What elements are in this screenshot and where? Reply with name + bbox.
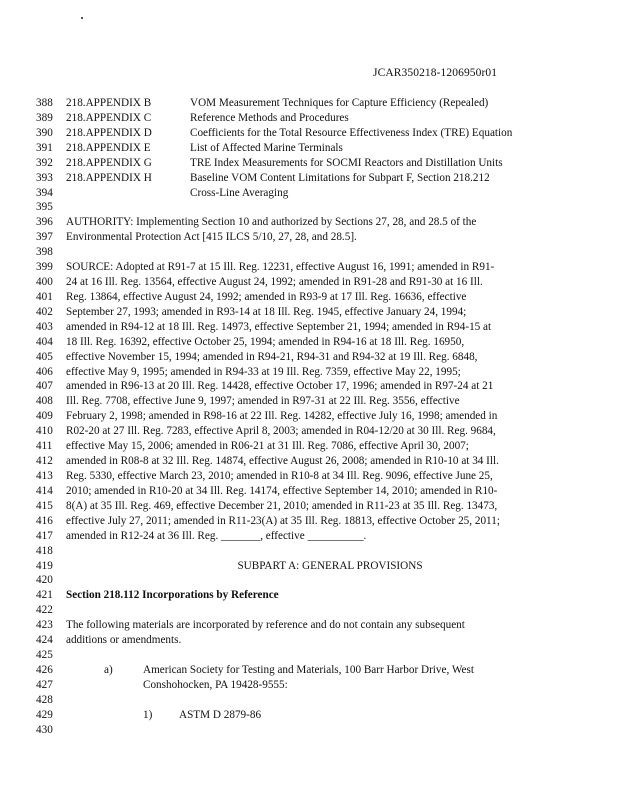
numbered-line [0, 306, 618, 319]
body-text: amended in R12-24 at 36 Ill. Reg. _______, effective __________. [66, 529, 367, 542]
body-text: effective July 27, 2011; amended in R11-23(A) at 35 Ill. Reg. 18813, effective October 25, 2011; [66, 514, 500, 527]
line-number: 412 [36, 455, 53, 468]
line-number: 410 [36, 425, 53, 438]
line-number: 408 [36, 395, 53, 408]
subpart-heading: SUBPART A: GENERAL PROVISIONS [237, 559, 423, 572]
numbered-line [0, 589, 618, 602]
numbered-line [0, 634, 618, 647]
body-text: February 2, 1998; amended in R98-16 at 22 Ill. Reg. 14282, effective July 16, 1998; amended in [66, 410, 498, 423]
appendix-title: List of Affected Marine Terminals [190, 141, 343, 154]
body-text: effective November 15, 1994; amended in R94-21, R94-31 and R94-32 at 19 Ill. Reg. 6848, [66, 350, 478, 363]
line-number: 418 [36, 544, 53, 557]
body-text: effective May 9, 1995; amended in R94-33 at 19 Ill. Reg. 7359, effective May 22, 1995; [66, 365, 461, 378]
line-number: 414 [36, 484, 53, 497]
body-text: 18 Ill. Reg. 16392, effective October 25, 1994; amended in R94-16 at 18 Ill. Reg. 16950, [66, 335, 465, 348]
body-text: Ill. Reg. 7708, effective June 9, 1997; amended in R97-31 at 22 Ill. Reg. 3556, effective [66, 395, 460, 408]
body-text: Reg. 5330, effective March 23, 2010; amended in R10-8 at 34 Ill. Reg. 9096, effective June 25, [66, 470, 493, 482]
body-text: September 27, 1993; amended in R93-14 at 18 Ill. Reg. 1945, effective January 24, 1994; [66, 305, 467, 318]
line-number: 403 [36, 320, 53, 333]
line-number: 392 [36, 156, 53, 169]
appendix-title: Coefficients for the Total Resource Effectiveness Index (TRE) Equation [190, 126, 513, 139]
body-text: 24 at 16 Ill. Reg. 13564, effective August 24, 1992; amended in R91-28 and R91-30 at 16 Ill. [66, 276, 483, 289]
line-number: 422 [36, 604, 53, 617]
appendix-title: Baseline VOM Content Limitations for Subpart F, Section 218.212 [190, 171, 490, 184]
line-number: 423 [36, 619, 53, 632]
appendix-title: Reference Methods and Procedures [190, 111, 349, 124]
line-number: 393 [36, 171, 53, 184]
numbered-line [0, 97, 618, 110]
numbered-line [0, 395, 618, 408]
numbered-line [0, 530, 618, 543]
appendix-title: Cross-Line Averaging [190, 186, 289, 199]
body-text: amended in R94-12 at 18 Ill. Reg. 14973, effective September 21, 1994; amended in R94-15 at [66, 320, 492, 333]
body-text: The following materials are incorporated by reference and do not contain any subsequent [66, 619, 465, 632]
numbered-line [0, 231, 618, 244]
line-number: 390 [36, 126, 53, 139]
line-number: 417 [36, 529, 53, 542]
line-number: 425 [36, 649, 53, 662]
numbered-line [0, 679, 618, 692]
body-text: SOURCE: Adopted at R91-7 at 15 Ill. Reg. 12231, effective August 16, 1991; amended in R91- [66, 261, 495, 274]
numbered-line [0, 261, 618, 274]
subitem-label: 1) [143, 708, 153, 721]
item-label: a) [104, 663, 113, 676]
scan-speck [81, 17, 83, 19]
subitem-text: ASTM D 2879-86 [179, 708, 262, 721]
line-number: 419 [36, 559, 53, 572]
numbered-line [0, 291, 618, 304]
numbered-line [0, 425, 618, 438]
numbered-line [0, 545, 618, 558]
numbered-line [0, 500, 618, 513]
numbered-line [0, 410, 618, 423]
numbered-line [0, 321, 618, 334]
numbered-line [0, 276, 618, 289]
line-number: 409 [36, 410, 53, 423]
line-number: 395 [36, 201, 53, 214]
body-text: amended in R08-8 at 32 Ill. Reg. 14874, effective August 26, 2008; amended in R10-10 at 34 Ill. [66, 455, 499, 468]
line-number: 402 [36, 305, 53, 318]
line-number: 400 [36, 276, 53, 289]
line-number: 388 [36, 97, 53, 109]
numbered-line [0, 127, 618, 140]
numbered-line [0, 380, 618, 393]
line-number: 406 [36, 365, 53, 378]
line-number: 405 [36, 350, 53, 363]
appendix-code: 218.APPENDIX D [66, 126, 152, 139]
numbered-line [0, 187, 618, 200]
numbered-line [0, 560, 618, 573]
numbered-line [0, 724, 618, 737]
appendix-code: 218.APPENDIX G [66, 156, 152, 169]
body-text: effective May 15, 2006; amended in R06-21 at 31 Ill. Reg. 7086, effective April 30, 2007; [66, 440, 469, 453]
appendix-code: 218.APPENDIX H [66, 171, 152, 184]
line-number: 407 [36, 380, 53, 393]
line-number: 394 [36, 186, 53, 199]
numbered-line [0, 336, 618, 349]
numbered-line [0, 351, 618, 364]
numbered-line [0, 649, 618, 662]
numbered-line [0, 142, 618, 155]
numbered-line [0, 485, 618, 498]
numbered-line [0, 574, 618, 587]
line-number: 415 [36, 499, 53, 512]
body-text: amended in R96-13 at 20 Ill. Reg. 14428, effective October 17, 1996; amended in R97-24 at 21 [66, 380, 494, 393]
appendix-code: 218.APPENDIX C [66, 111, 152, 124]
appendix-title: VOM Measurement Techniques for Capture Efficiency (Repealed) [190, 97, 489, 109]
document-id-header: JCAR350218-1206950r01 [373, 67, 498, 79]
body-text: 8(A) at 35 Ill. Reg. 469, effective December 21, 2010; amended in R11-23 at 35 Ill. Reg. 13473, [66, 499, 498, 512]
line-number: 424 [36, 634, 53, 647]
appendix-code: 218.APPENDIX E [66, 141, 151, 154]
numbered-line [0, 664, 618, 677]
numbered-line [0, 157, 618, 170]
line-number: 411 [36, 440, 53, 453]
numbered-line [0, 440, 618, 453]
line-number: 416 [36, 514, 53, 527]
line-number: 427 [36, 678, 53, 691]
item-text: American Society for Testing and Materials, 100 Barr Harbor Drive, West [143, 663, 474, 676]
line-number: 413 [36, 470, 53, 482]
numbered-line [0, 172, 618, 185]
line-number: 401 [36, 290, 53, 303]
line-number: 420 [36, 574, 53, 587]
section-heading: Section 218.112 Incorporations by Reference [66, 589, 279, 602]
line-number: 391 [36, 141, 53, 154]
numbered-line [0, 246, 618, 259]
body-text: R02-20 at 27 Ill. Reg. 7283, effective April 8, 2003; amended in R04-12/20 at 30 Ill. Reg. 9684, [66, 425, 496, 438]
numbered-line [0, 694, 618, 707]
body-text: 2010; amended in R10-20 at 34 Ill. Reg. 14174, effective September 14, 2010; amended in R10- [66, 484, 498, 497]
numbered-line [0, 470, 618, 483]
body-text: AUTHORITY: Implementing Section 10 and authorized by Sections 27, 28, and 28.5 of the [66, 216, 477, 229]
line-number: 396 [36, 216, 53, 229]
body-text: Environmental Protection Act [415 ILCS 5/10, 27, 28, and 28.5]. [66, 231, 357, 244]
line-number: 426 [36, 663, 53, 676]
numbered-line [0, 619, 618, 632]
line-number: 389 [36, 111, 53, 124]
line-number: 398 [36, 246, 53, 259]
appendix-code: 218.APPENDIX B [66, 97, 152, 109]
body-text: additions or amendments. [66, 634, 182, 647]
numbered-line [0, 112, 618, 125]
numbered-line [0, 201, 618, 214]
body-text: Reg. 13864, effective August 24, 1992; amended in R93-9 at 17 Ill. Reg. 16636, effective [66, 290, 467, 303]
line-number: 397 [36, 231, 53, 244]
numbered-line [0, 216, 618, 229]
line-number: 429 [36, 708, 53, 721]
numbered-line [0, 366, 618, 379]
numbered-line [0, 604, 618, 617]
line-number: 421 [36, 589, 53, 602]
item-text: Conshohocken, PA 19428-9555: [143, 678, 288, 691]
numbered-line [0, 709, 618, 722]
appendix-title: TRE Index Measurements for SOCMI Reactors and Distillation Units [190, 156, 503, 169]
numbered-line [0, 455, 618, 468]
line-number: 428 [36, 693, 53, 706]
line-number: 404 [36, 335, 53, 348]
numbered-line [0, 515, 618, 528]
line-number: 399 [36, 261, 53, 274]
line-number: 430 [36, 723, 53, 736]
